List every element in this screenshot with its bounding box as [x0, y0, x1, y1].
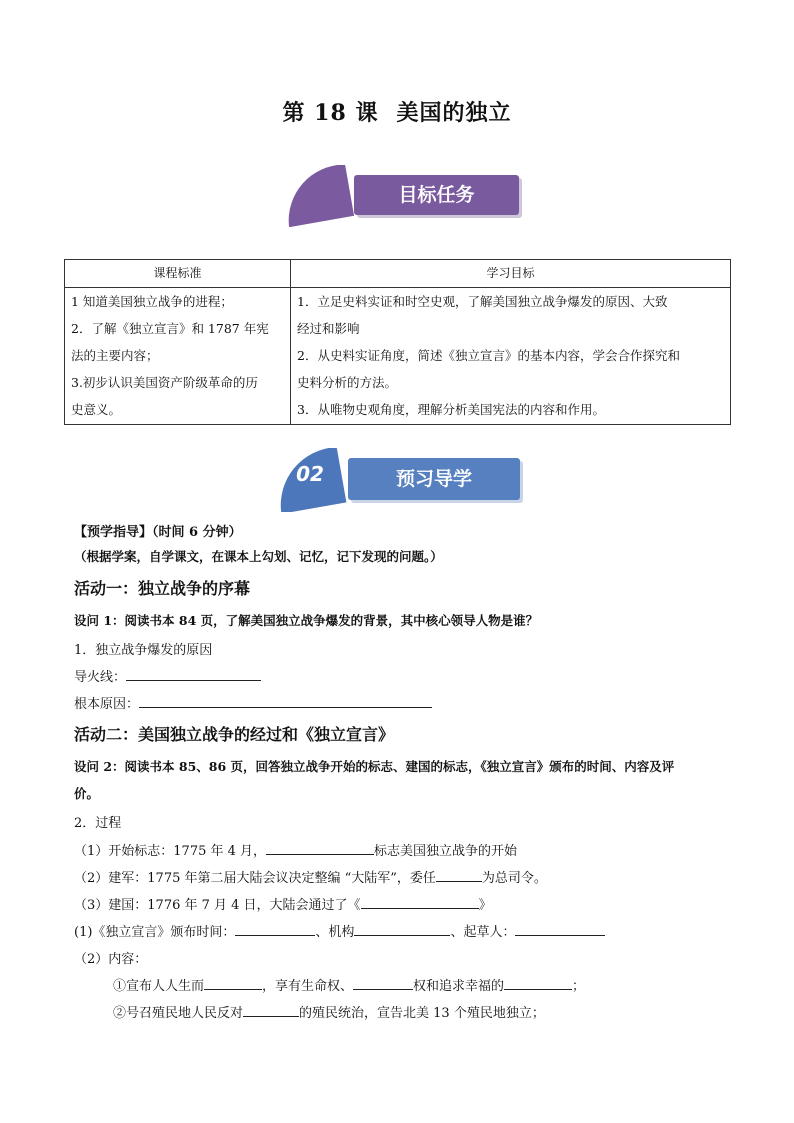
answer-blank[interactable] [204, 976, 262, 990]
answer-blank[interactable] [139, 694, 432, 708]
lesson-number: 第 18 课 [282, 100, 379, 126]
table-header: 学习目标 [291, 260, 731, 288]
process-heading: 2．过程 [74, 816, 122, 831]
activity-one-title: 活动一：独立战争的序幕 [74, 579, 251, 598]
answer-blank[interactable] [515, 922, 605, 936]
lesson-topic: 美国的独立 [396, 100, 512, 126]
answer-blank[interactable] [266, 841, 374, 855]
army-field: （2）建军：1775 年第二届大陆会议决定整编 “大陆军”，委任 为总司令。 [74, 867, 547, 886]
answer-blank[interactable] [504, 976, 572, 990]
question-two-cont: 价。 [74, 786, 100, 801]
content-item-2: ②号召殖民地人民反对 的殖民统治，宣告北美 13 个殖民地独立； [113, 1002, 545, 1021]
answer-blank[interactable] [235, 922, 315, 936]
answer-blank[interactable] [354, 922, 450, 936]
declaration-info-field: (1)《独立宣言》颁布时间： 、机构 、起草人： [74, 921, 605, 940]
activity-two-title: 活动二：美国独立战争的经过和《独立宣言》 [74, 725, 395, 744]
root-cause-field: 根本原因： [74, 693, 432, 712]
question-two: 设问 2：阅读书本 85、86 页，回答独立战争开始的标志、建国的标志，《独立宣言》颁布的时间、内容及评 [74, 759, 675, 774]
reason-heading: 1．独立战争爆发的原因 [74, 643, 213, 658]
answer-blank[interactable] [361, 895, 479, 909]
table-cell-standards: 1 知道美国独立战争的进程； 2．了解《独立宣言》和 1787 年宪 法的主要内容； 3.初步认识美国资产阶级革命的历 史意义。 [65, 288, 291, 425]
content-heading: （2）内容： [74, 952, 148, 967]
answer-blank[interactable] [436, 868, 482, 882]
founding-field: （3）建国：1776 年 7 月 4 日，大陆会通过了《 》 [74, 894, 492, 913]
preview-guide: 【预学指导】（时间 6 分钟） [74, 525, 242, 540]
banner-label-goals: 目标任务 [354, 175, 519, 215]
fuse-field: 导火线： [74, 666, 261, 685]
section-banner-preview [272, 448, 524, 510]
preview-note: （根据学案，自学课文，在课本上勾划、记忆，记下发现的问题。） [74, 549, 443, 564]
content-item-1: ①宣布人人生而 ，享有生命权、 权和追求幸福的 ； [113, 975, 585, 994]
banner-label-preview: 预习导学 [348, 458, 520, 500]
answer-blank[interactable] [126, 667, 261, 681]
curriculum-table [64, 259, 731, 425]
answer-blank[interactable] [243, 1003, 299, 1017]
pie-shape-icon [282, 165, 364, 227]
section-banner-goals [282, 165, 522, 225]
answer-blank[interactable] [353, 976, 413, 990]
question-one: 设问 1：阅读书本 84 页，了解美国独立战争爆发的背景，其中核心领导人物是谁？ [74, 613, 539, 628]
page-title [0, 96, 794, 127]
table-header: 课程标准 [65, 260, 291, 288]
table-cell-objectives: 1．立足史料实证和时空史观，了解美国独立战争爆发的原因、大致 经过和影响 2．从史料实证角度，简述《独立宣言》的基本内容，学会合作探究和 史料分析的方法。 3．从唯物史观角度，理解分析美国宪法的内容和作用。 [291, 288, 731, 425]
start-sign-field: （1）开始标志：1775 年 4 月， 标志美国独立战争的开始 [74, 840, 517, 859]
section-number: 02 [296, 462, 324, 486]
